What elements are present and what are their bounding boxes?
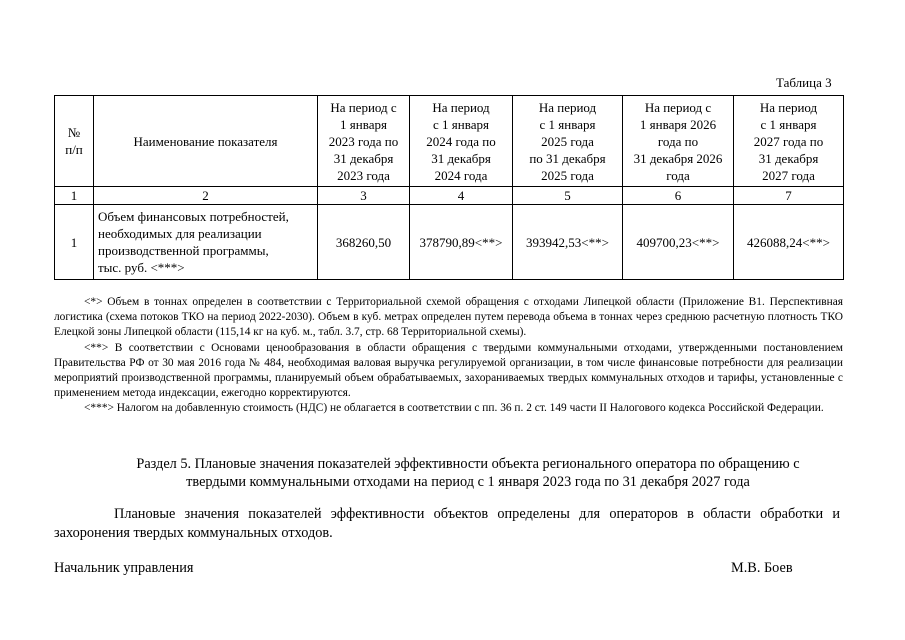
- row-number: 1: [55, 205, 94, 280]
- column-number: 3: [318, 187, 410, 205]
- body-paragraph: Плановые значения показателей эффективности объектов определены для операторов в области обработки и захоронения твердых коммунальных отходов.: [54, 506, 840, 541]
- value-2024: 378790,89<**>: [410, 205, 513, 280]
- signatory-title: Начальник управления: [54, 560, 194, 576]
- header-cell-2027: На период с 1 января 2027 года по 31 декабря 2027 года: [734, 96, 844, 187]
- column-number: 7: [734, 187, 844, 205]
- header-cell-number: № п/п: [55, 96, 94, 187]
- table-row: [55, 205, 844, 280]
- footnote-volume: <*> Объем в тоннах определен в соответствии с Территориальной схемой обращения с отходами Липецкой области (Приложение В1. Перспективная логистика (схема потоков ТКО на период 2022-2030). Объем в куб. метрах определен путем перевода объема в тоннах через среднюю расчетную плотность ТКО Елецкой зоны Липецкой области (115,14 кг на куб. м., табл. 3.7, стр. 68 Территориальной схемы).: [54, 296, 843, 339]
- value-2027: 426088,24<**>: [734, 205, 844, 280]
- table-header-row: [55, 96, 844, 187]
- header-cell-indicator: Наименование показателя: [94, 96, 318, 187]
- value-2025: 393942,53<**>: [513, 205, 623, 280]
- header-cell-2024: На период с 1 января 2024 года по 31 декабря 2024 года: [410, 96, 513, 187]
- value-2026: 409700,23<**>: [623, 205, 734, 280]
- header-cell-2023: На период с 1 января 2023 года по 31 декабря 2023 года: [318, 96, 410, 187]
- section-title: Раздел 5. Плановые значения показателей эффективности объекта регионального оператора по обращению с твердыми коммунальными отходами на период с 1 января 2023 года по 31 декабря 2027 года: [136, 456, 800, 490]
- footnote-pricing: <**> В соответствии с Основами ценообразования в области обращения с твердыми коммунальными отходами, утвержденными постановлением Правительства РФ от 30 мая 2016 года № 484, необходимая валовая выручка регулируемой организации, в том числе финансовые потребности для реализации мероприятий производственной программы, планируемый объем обрабатываемых, захораниваемых твердых коммунальных отходов и тарифы, установленные с применением метода индексации, ежегодно корректируются.: [54, 341, 843, 400]
- signatory-name: М.В. Боев: [731, 560, 793, 576]
- footnote-vat: <***> Налогом на добавленную стоимость (НДС) не облагается в соответствии с пп. 36 п. 2 ст. 149 части II Налогового кодекса Российской Федерации.: [84, 402, 824, 415]
- column-number: 5: [513, 187, 623, 205]
- column-number: 6: [623, 187, 734, 205]
- header-cell-2026: На период с 1 января 2026 года по 31 декабря 2026 года: [623, 96, 734, 187]
- footnotes: [54, 295, 843, 417]
- data-table: [54, 95, 844, 280]
- column-number: 2: [94, 187, 318, 205]
- indicator-name: Объем финансовых потребностей, необходимых для реализации производственной программы, тыс. руб. <***>: [94, 205, 318, 280]
- table-caption: Таблица 3: [776, 75, 832, 90]
- value-2023: 368260,50: [318, 205, 410, 280]
- column-number: 1: [55, 187, 94, 205]
- column-number-row: [55, 187, 844, 205]
- header-cell-2025: На период с 1 января 2025 года по 31 декабря 2025 года: [513, 96, 623, 187]
- column-number: 4: [410, 187, 513, 205]
